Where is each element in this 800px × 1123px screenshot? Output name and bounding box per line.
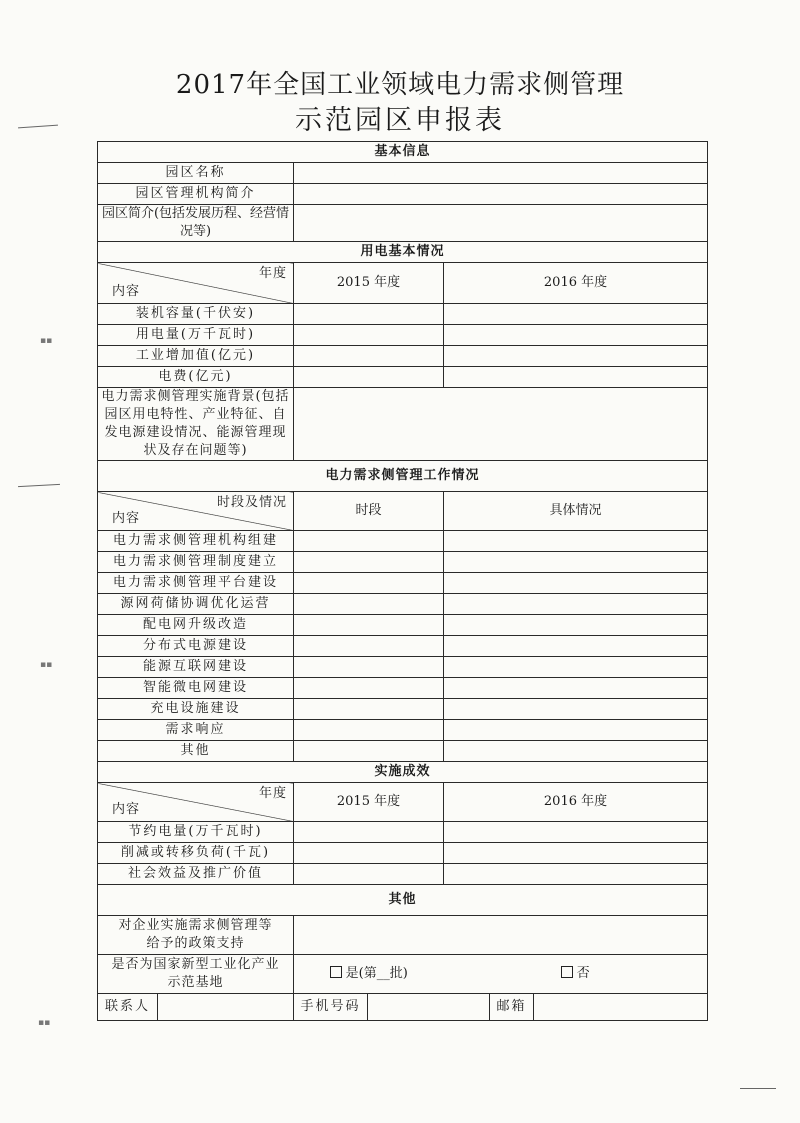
demo-base-no-cell[interactable] xyxy=(444,955,708,994)
electric-col-2015: 2015 年度 xyxy=(294,263,444,304)
demo-base-yes-cell[interactable] xyxy=(294,955,444,994)
installed-capacity-2015[interactable] xyxy=(294,304,444,325)
no-checkbox[interactable] xyxy=(561,966,573,978)
dsm-row-details[interactable] xyxy=(444,636,708,657)
dsm-header-period: 时段及情况 xyxy=(216,495,287,510)
electric-header-content: 内容 xyxy=(112,284,141,299)
dsm-row-details[interactable] xyxy=(444,720,708,741)
scan-artifact xyxy=(18,484,60,487)
electricity-fee-2016[interactable] xyxy=(444,367,708,388)
park-intro-field[interactable] xyxy=(294,205,708,242)
electric-col-2016: 2016 年度 xyxy=(444,263,708,304)
email-label: 邮箱 xyxy=(490,994,534,1021)
energy-saving-2016[interactable] xyxy=(444,822,708,843)
section-basic-info: 基本信息 xyxy=(98,142,708,163)
load-shift-2015[interactable] xyxy=(294,843,444,864)
dsm-row-period[interactable] xyxy=(294,594,444,615)
demo-base-line1: 是否为国家新型工业化产业 xyxy=(111,957,280,972)
park-name-field[interactable] xyxy=(294,163,708,184)
social-benefit-label: 社会效益及推广价值 xyxy=(98,864,294,885)
dsm-row-label: 其他 xyxy=(98,741,294,762)
policy-support-field[interactable] xyxy=(294,916,708,955)
electric-header-diagonal xyxy=(98,263,294,304)
scan-artifact: ▪▪ xyxy=(40,336,53,346)
application-form-table xyxy=(97,141,708,1021)
power-consumption-2015[interactable] xyxy=(294,325,444,346)
dsm-header-content: 内容 xyxy=(112,511,141,526)
dsm-row-period[interactable] xyxy=(294,657,444,678)
park-management-field[interactable] xyxy=(294,184,708,205)
contact-field[interactable] xyxy=(158,994,294,1021)
dsm-row-period[interactable] xyxy=(294,531,444,552)
dsm-col-period: 时段 xyxy=(294,492,444,531)
park-management-label: 园区管理机构简介 xyxy=(98,184,294,205)
phone-field[interactable] xyxy=(368,994,490,1021)
policy-support-line1: 对企业实施需求侧管理等 xyxy=(118,918,273,933)
dsm-background-label: 电力需求侧管理实施背景(包括园区用电特性、产业特征、自发电源建设情况、能源管理现状及存在问题等) xyxy=(98,388,294,461)
dsm-row-label: 需求响应 xyxy=(98,720,294,741)
dsm-row-label: 充电设施建设 xyxy=(98,699,294,720)
dsm-row-period[interactable] xyxy=(294,741,444,762)
social-benefit-2016[interactable] xyxy=(444,864,708,885)
dsm-row-details[interactable] xyxy=(444,741,708,762)
page-title: 2017年全国工业领域电力需求侧管理 xyxy=(175,70,625,100)
park-name-label: 园区名称 xyxy=(98,163,294,184)
dsm-row-details[interactable] xyxy=(444,573,708,594)
dsm-row-details[interactable] xyxy=(444,657,708,678)
section-electricity: 用电基本情况 xyxy=(98,242,708,263)
dsm-background-field[interactable] xyxy=(294,388,708,461)
dsm-row-details[interactable] xyxy=(444,552,708,573)
dsm-row-label: 电力需求侧管理机构组建 xyxy=(98,531,294,552)
installed-capacity-2016[interactable] xyxy=(444,304,708,325)
dsm-row-period[interactable] xyxy=(294,552,444,573)
results-col-2015: 2015 年度 xyxy=(294,783,444,822)
power-consumption-2016[interactable] xyxy=(444,325,708,346)
industrial-value-2016[interactable] xyxy=(444,346,708,367)
load-shift-label: 削减或转移负荷(千瓦) xyxy=(98,843,294,864)
dsm-row-details[interactable] xyxy=(444,594,708,615)
electricity-fee-2015[interactable] xyxy=(294,367,444,388)
dsm-row-details[interactable] xyxy=(444,678,708,699)
phone-label: 手机号码 xyxy=(294,994,368,1021)
results-header-diagonal xyxy=(98,783,294,822)
section-other: 其他 xyxy=(98,885,708,916)
demo-base-label xyxy=(98,955,294,994)
electric-header-year: 年度 xyxy=(258,266,287,281)
dsm-row-period[interactable] xyxy=(294,615,444,636)
yes-option-label: 是(第__批) xyxy=(345,966,408,981)
policy-support-line2: 给予的政策支持 xyxy=(146,936,245,951)
dsm-col-details: 具体情况 xyxy=(444,492,708,531)
no-option-label: 否 xyxy=(576,966,590,981)
dsm-row-details[interactable] xyxy=(444,615,708,636)
industrial-value-2015[interactable] xyxy=(294,346,444,367)
policy-support-label xyxy=(98,916,294,955)
scan-artifact xyxy=(740,1088,776,1089)
dsm-row-details[interactable] xyxy=(444,531,708,552)
page-subtitle: 示范园区申报表 xyxy=(295,105,505,136)
park-intro-label: 园区简介(包括发展历程、经营情况等) xyxy=(98,205,294,242)
load-shift-2016[interactable] xyxy=(444,843,708,864)
dsm-row-label: 能源互联网建设 xyxy=(98,657,294,678)
dsm-row-period[interactable] xyxy=(294,720,444,741)
energy-saving-2015[interactable] xyxy=(294,822,444,843)
results-col-2016: 2016 年度 xyxy=(444,783,708,822)
dsm-row-period[interactable] xyxy=(294,678,444,699)
dsm-row-label: 智能微电网建设 xyxy=(98,678,294,699)
dsm-row-label: 分布式电源建设 xyxy=(98,636,294,657)
dsm-row-label: 电力需求侧管理平台建设 xyxy=(98,573,294,594)
energy-saving-label: 节约电量(万千瓦时) xyxy=(98,822,294,843)
industrial-value-label: 工业增加值(亿元) xyxy=(98,346,294,367)
dsm-row-details[interactable] xyxy=(444,699,708,720)
electricity-fee-label: 电费(亿元) xyxy=(98,367,294,388)
dsm-row-period[interactable] xyxy=(294,699,444,720)
results-header-content: 内容 xyxy=(112,802,141,817)
email-field[interactable] xyxy=(534,994,708,1021)
demo-base-line2: 示范基地 xyxy=(167,975,224,990)
dsm-row-label: 电力需求侧管理制度建立 xyxy=(98,552,294,573)
dsm-header-diagonal xyxy=(98,492,294,531)
results-header-year: 年度 xyxy=(258,786,287,801)
section-results: 实施成效 xyxy=(98,762,708,783)
dsm-row-period[interactable] xyxy=(294,636,444,657)
installed-capacity-label: 装机容量(千伏安) xyxy=(98,304,294,325)
social-benefit-2015[interactable] xyxy=(294,864,444,885)
dsm-row-period[interactable] xyxy=(294,573,444,594)
contact-label: 联系人 xyxy=(98,994,158,1021)
section-dsm-work: 电力需求侧管理工作情况 xyxy=(98,461,708,492)
scan-artifact: ▪▪ xyxy=(40,660,53,670)
power-consumption-label: 用电量(万千瓦时) xyxy=(98,325,294,346)
yes-checkbox[interactable] xyxy=(330,966,342,978)
scan-artifact: ▪▪ xyxy=(38,1018,51,1028)
dsm-row-label: 源网荷储协调优化运营 xyxy=(98,594,294,615)
dsm-row-label: 配电网升级改造 xyxy=(98,615,294,636)
